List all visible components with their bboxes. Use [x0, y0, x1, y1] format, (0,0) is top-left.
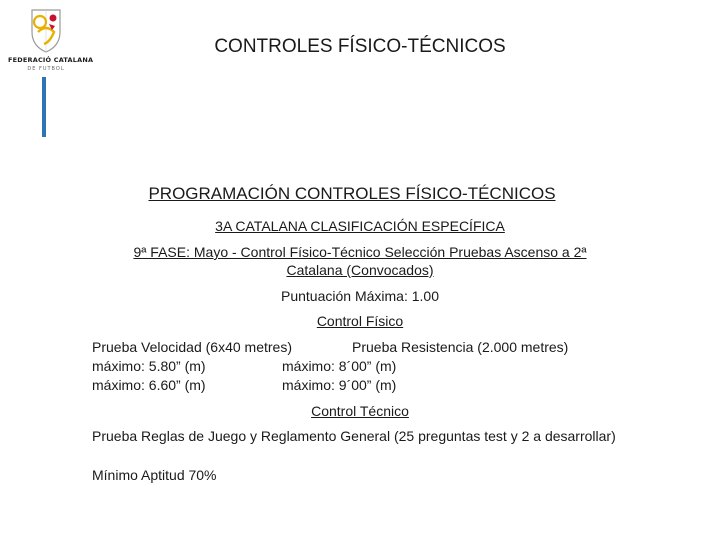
endurance-test-label: Prueba Resistencia (2.000 metres)	[352, 339, 569, 355]
physical-control-text: Control Físico	[316, 313, 404, 329]
phase-block	[90, 243, 630, 279]
tests-header-row	[92, 338, 632, 357]
tests-row-1	[92, 357, 632, 376]
speed-max-2: máximo: 6.60” (m)	[92, 377, 206, 393]
physical-tests-table	[92, 338, 632, 395]
physical-control-heading	[90, 312, 630, 330]
technical-control-heading	[90, 402, 630, 420]
phase-line-1: 9ª FASE: Mayo - Control Físico-Técnico Selección Pruebas Ascenso a 2ª	[133, 244, 587, 260]
programming-title: PROGRAMACIÓN CONTROLES FÍSICO-TÉCNICOS	[148, 184, 556, 203]
speed-max-1: máximo: 5.80” (m)	[92, 358, 206, 374]
endurance-max-2: máximo: 9´00” (m)	[282, 377, 397, 393]
category-text: 3A CATALANA CLASIFICACIÓN ESPECÍFICA	[215, 218, 505, 234]
rules-test-text: Prueba Reglas de Juego y Reglamento General (25 preguntas test y 2 a desarrollar)	[92, 428, 616, 444]
tests-row-2	[92, 376, 632, 395]
accent-bar	[42, 77, 46, 137]
endurance-max-1: máximo: 8´00” (m)	[282, 358, 397, 374]
speed-test-label: Prueba Velocidad (6x40 metres)	[92, 339, 292, 355]
max-score: Puntuación Máxima: 1.00	[281, 288, 439, 304]
min-aptitude-text: Mínimo Aptitud 70%	[92, 467, 217, 483]
technical-control-text: Control Técnico	[311, 403, 409, 419]
category-line	[90, 217, 630, 235]
logo-name: FEDERACIÓ CATALANA	[8, 56, 94, 64]
federation-logo	[8, 6, 94, 76]
phase-line-2: Catalana (Convocados)	[286, 262, 434, 278]
logo-subtitle: DE FUTBOL	[27, 66, 65, 72]
shield-crest-icon	[8, 6, 84, 56]
page-title: CONTROLES FÍSICO-TÉCNICOS	[214, 36, 506, 57]
